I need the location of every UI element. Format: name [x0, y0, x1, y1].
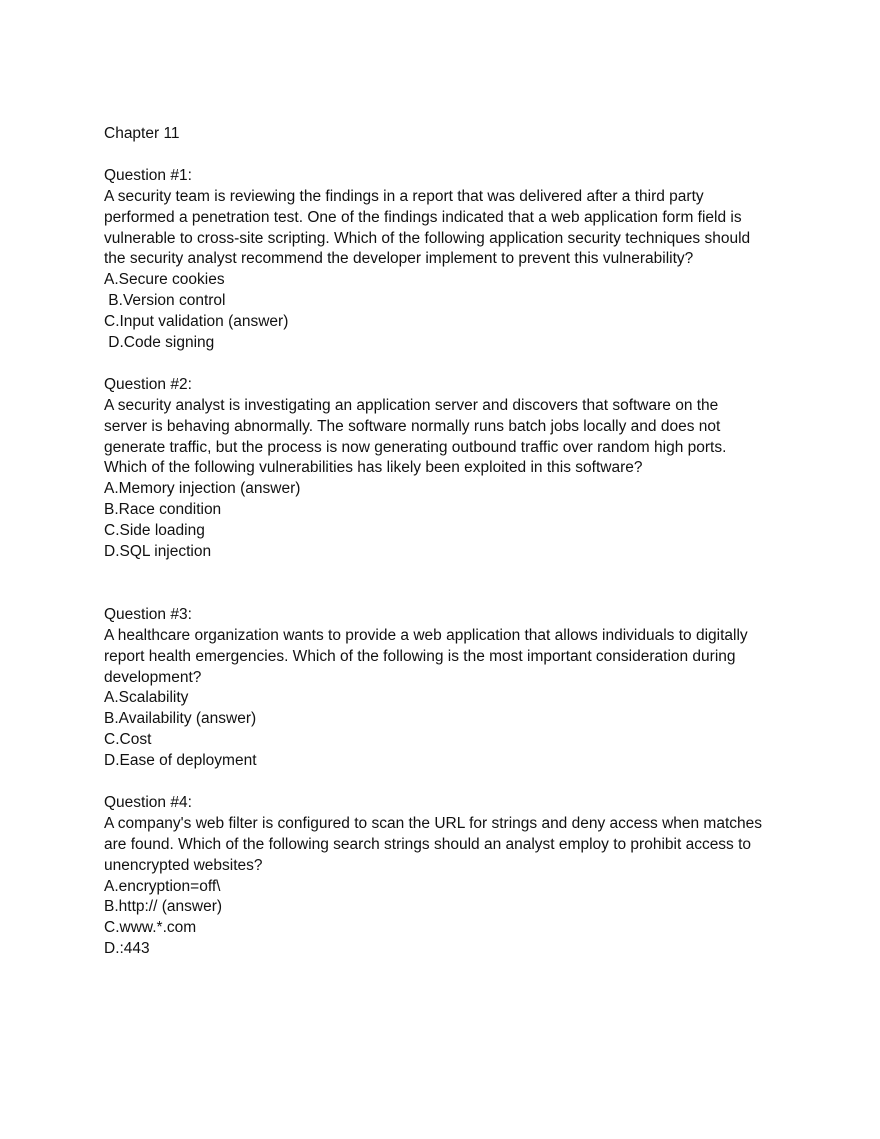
question-text-line: the security analyst recommend the developer implement to prevent this vulnerability?: [104, 250, 694, 268]
answer-option: B.Availability (answer): [104, 710, 257, 728]
question-text-line: server is behaving abnormally. The software normally runs batch jobs locally and does not: [104, 417, 721, 435]
spacer: [104, 145, 794, 166]
question-text-line: generate traffic, but the process is now generating outbound traffic over random high ports.: [104, 438, 727, 456]
answer-option: C.www.*.com: [104, 919, 197, 937]
question-heading: Question #4:: [104, 793, 192, 811]
answer-option: B.Race condition: [104, 501, 222, 519]
answer-option: A.encryption=off\: [104, 877, 221, 895]
question-text-line: unencrypted websites?: [104, 856, 263, 874]
answer-option: A.Scalability: [104, 689, 189, 707]
question-block: [104, 605, 794, 772]
answer-option: C.Input validation (answer): [104, 313, 289, 331]
answer-option: A.Secure cookies: [104, 271, 225, 289]
spacer: [104, 772, 794, 793]
document-page: [104, 124, 794, 960]
answer-option: A.Memory injection (answer): [104, 480, 301, 498]
answer-option: D.:443: [104, 940, 150, 958]
answer-option: D.Code signing: [104, 334, 215, 352]
answer-option: B.http:// (answer): [104, 898, 223, 916]
question-text-line: vulnerable to cross-site scripting. Which of the following application security techniques should: [104, 229, 751, 247]
answer-option: C.Side loading: [104, 522, 205, 540]
question-text-line: Which of the following vulnerabilities has likely been exploited in this software?: [104, 459, 643, 477]
question-text-line: A security team is reviewing the findings in a report that was delivered after a third party: [104, 187, 704, 205]
question-heading: Question #2:: [104, 375, 192, 393]
chapter-title: Chapter 11: [104, 125, 180, 142]
question-text-line: performed a penetration test. One of the findings indicated that a web application form field is: [104, 208, 742, 226]
answer-option: D.Ease of deployment: [104, 752, 257, 770]
question-text-line: are found. Which of the following search strings should an analyst employ to prohibit access to: [104, 835, 752, 853]
question-text-line: A healthcare organization wants to provide a web application that allows individuals to digitally: [104, 626, 748, 644]
question-text-line: development?: [104, 668, 202, 686]
question-heading: Question #3:: [104, 605, 192, 623]
answer-option: B.Version control: [104, 292, 226, 310]
answer-option: C.Cost: [104, 731, 152, 749]
question-block: [104, 793, 794, 960]
question-block: [104, 166, 794, 354]
answer-option: D.SQL injection: [104, 543, 212, 561]
question-text-line: A company's web filter is configured to scan the URL for strings and deny access when matches: [104, 814, 763, 832]
spacer: [104, 563, 794, 605]
question-heading: Question #1:: [104, 166, 192, 184]
question-text-line: A security analyst is investigating an application server and discovers that software on the: [104, 396, 719, 414]
question-text-line: report health emergencies. Which of the following is the most important consideration during: [104, 647, 736, 665]
spacer: [104, 354, 794, 375]
question-block: [104, 375, 794, 563]
